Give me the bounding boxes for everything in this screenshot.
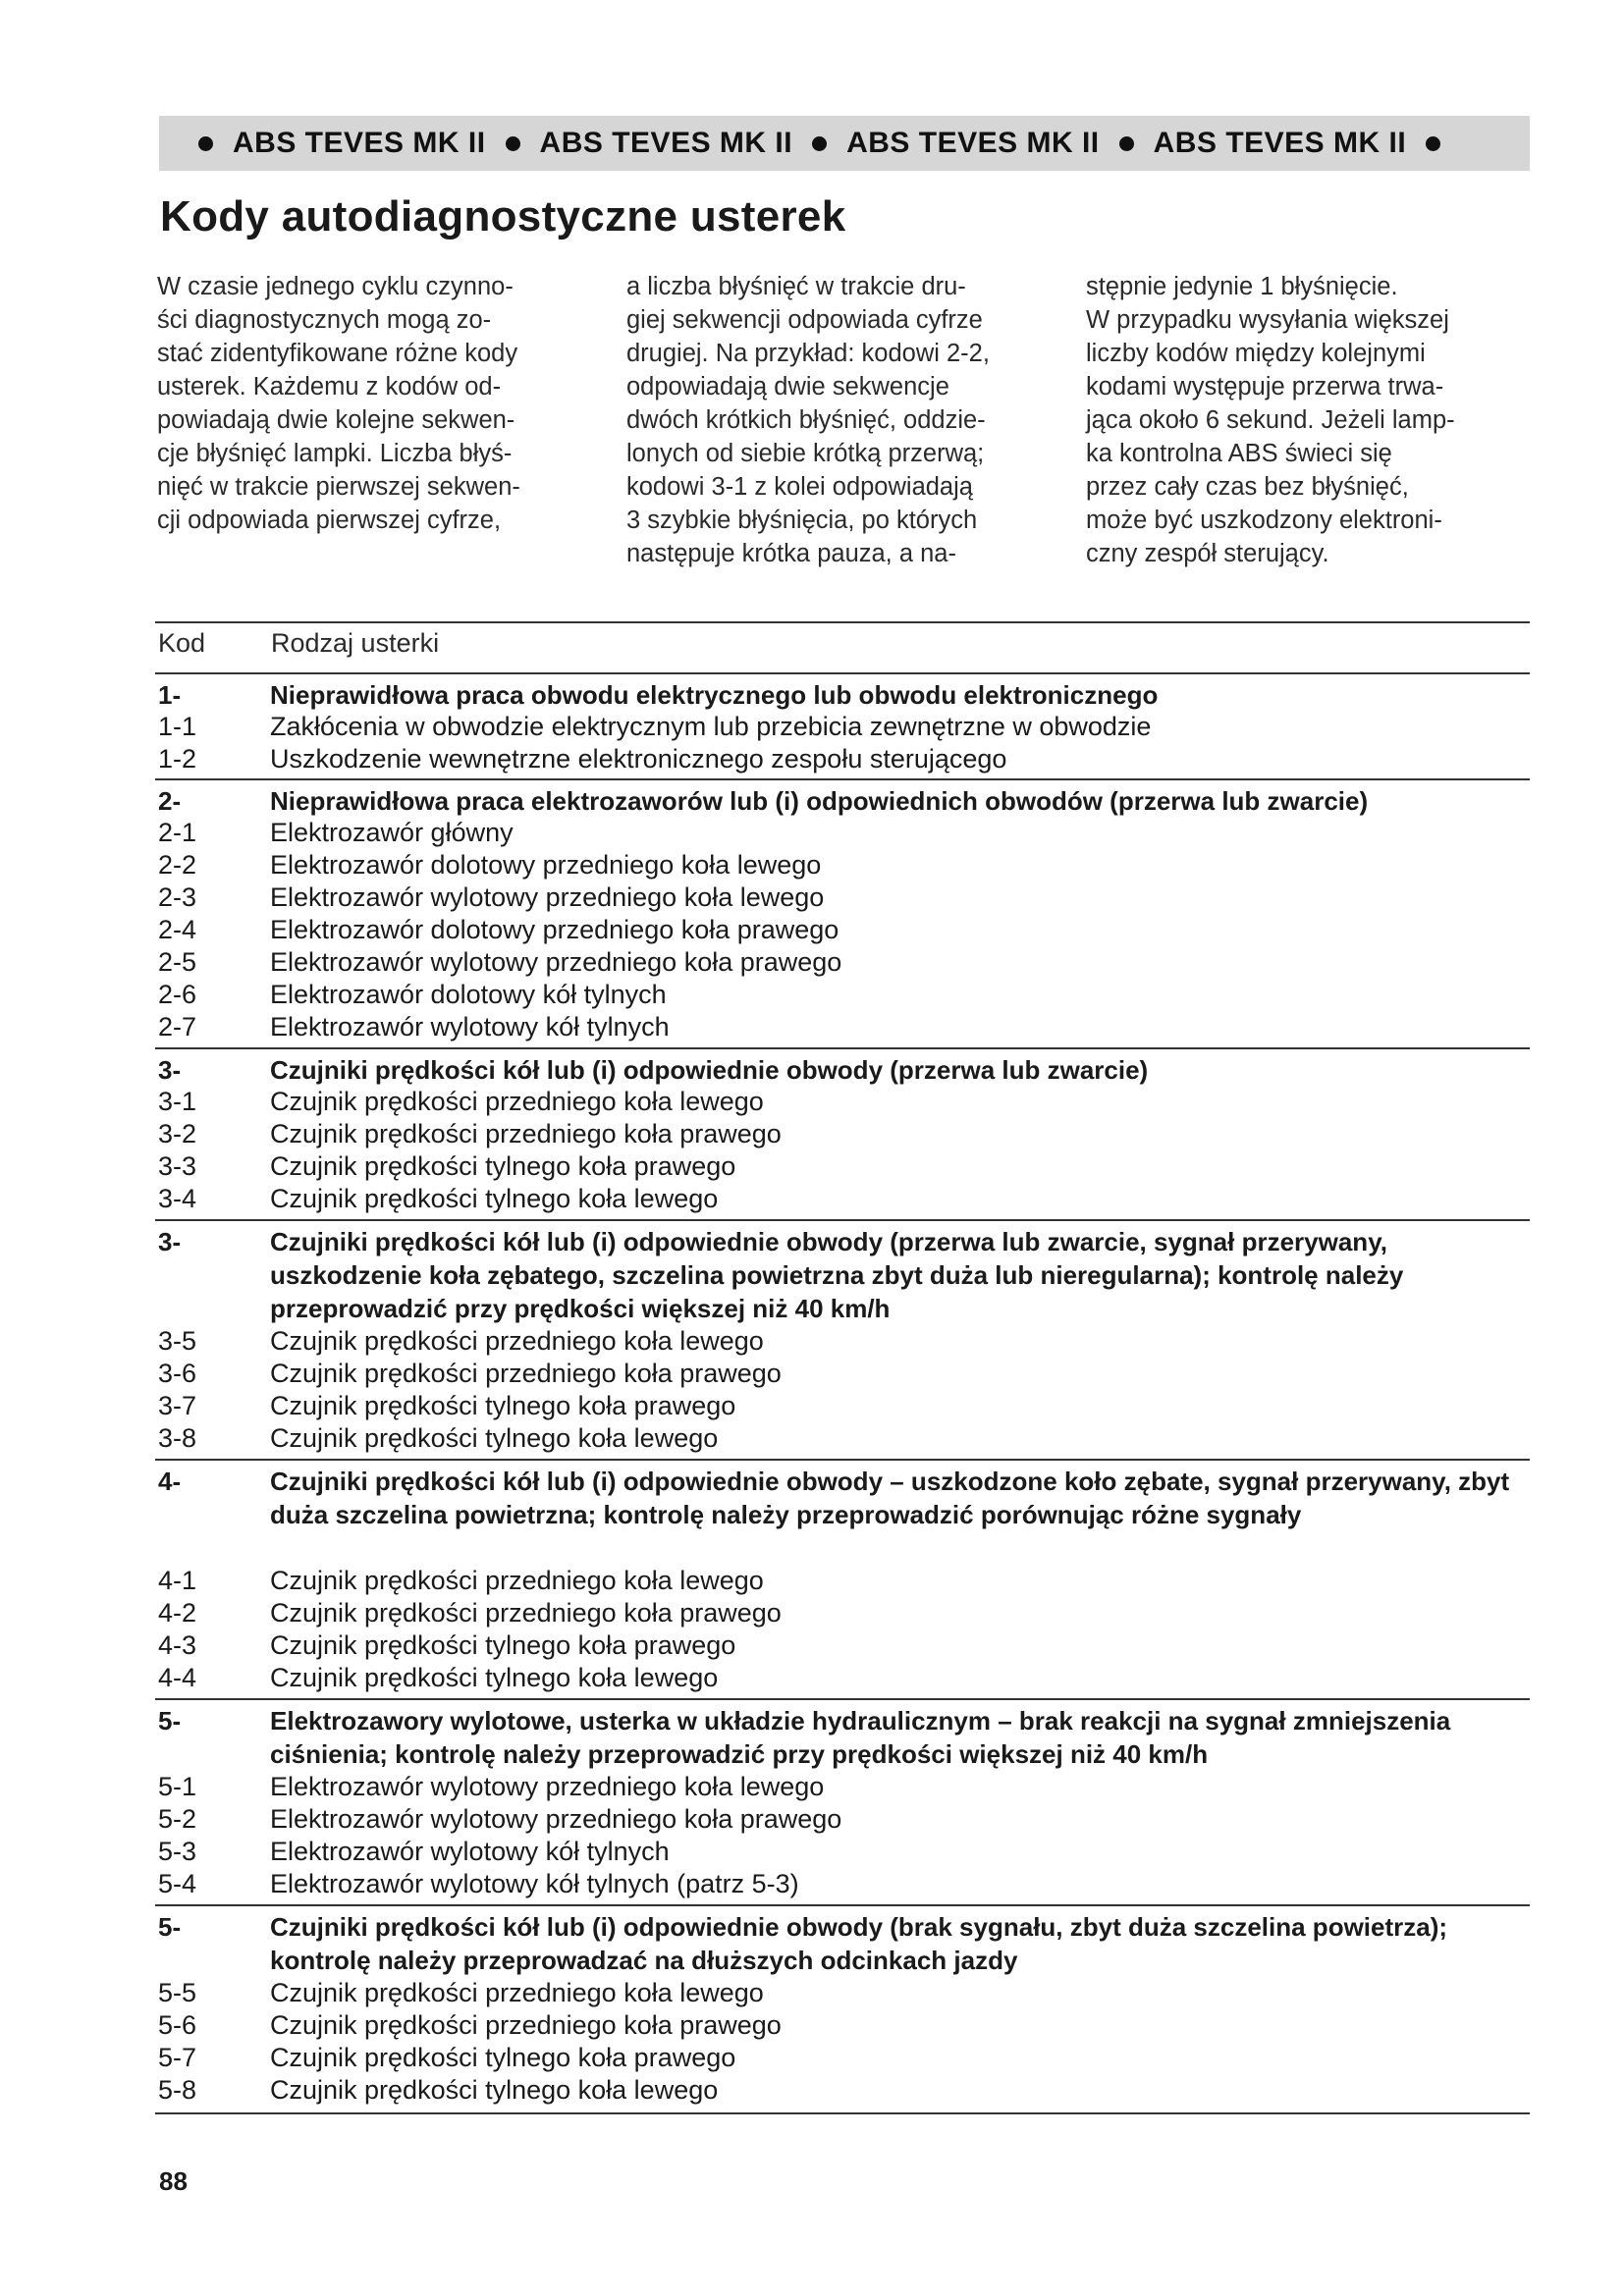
fault-description: Czujnik prędkości tylnego koła lewego: [270, 1184, 719, 1213]
fault-description: Elektrozawór dolotowy przedniego koła prawego: [270, 915, 839, 944]
fault-code: 3-7: [158, 1391, 197, 1420]
fault-code: 3-5: [158, 1326, 197, 1356]
fault-code: 2-6: [158, 980, 197, 1009]
intro-line: 3 szybkie błyśnięcia, po których: [626, 507, 978, 534]
fault-description: Elektrozawór dolotowy kół tylnych: [270, 980, 667, 1009]
group-rule: [155, 1047, 1530, 1049]
intro-line: czny zespół sterujący.: [1086, 540, 1329, 567]
fault-description: Czujnik prędkości tylnego koła lewego: [270, 2075, 719, 2105]
fault-code: 5-8: [158, 2075, 197, 2105]
fault-code: 5-4: [158, 1869, 197, 1898]
fault-description: Czujnik prędkości przedniego koła lewego: [270, 1978, 764, 2007]
group-rule: [155, 1698, 1530, 1700]
fault-code: 2-1: [158, 818, 197, 847]
banner-text: ABS TEVES MK II: [233, 127, 486, 159]
intro-line: następuje krótka pauza, a na-: [626, 540, 956, 567]
fault-description: Czujnik prędkości tylnego koła prawego: [270, 2043, 736, 2072]
group-rule: [155, 1459, 1530, 1461]
fault-description: Zakłócenia w obwodzie elektrycznym lub przebicia zewnętrzne w obwodzie: [270, 712, 1152, 741]
table-top-rule: [155, 621, 1530, 623]
fault-description: Czujniki prędkości kół lub (i) odpowiednie obwody (przerwa lub zwarcie, sygnał przerywany, uszkodzenie koła zębatego, szczelina powietrzna zbyt duża lub nieregularna); kontrolę należy przeprowadzić przy prędkości większej niż 40 km/h: [270, 1227, 1404, 1323]
fault-code: 3-4: [158, 1184, 197, 1213]
fault-code: 5-: [158, 1706, 182, 1735]
fault-description: Elektrozawór wylotowy przedniego koła lewego: [270, 1772, 825, 1801]
intro-line: ści diagnostycznych mogą zo-: [157, 306, 492, 334]
group-rule: [155, 1219, 1530, 1221]
intro-line: stać zidentyfikowane różne kody: [157, 340, 518, 367]
fault-code: 3-: [158, 1227, 182, 1256]
fault-code: 1-: [158, 680, 182, 710]
bullet-icon: [812, 136, 827, 151]
fault-description: Elektrozawór dolotowy przedniego koła lewego: [270, 850, 822, 880]
fault-description: Uszkodzenie wewnętrzne elektronicznego zespołu sterującego: [270, 744, 1007, 774]
fault-description: Elektrozawór wylotowy przedniego koła lewego: [270, 882, 825, 912]
column-header-description: Rodzaj usterki: [271, 628, 440, 658]
fault-code: 4-2: [158, 1598, 197, 1628]
bullet-icon: [506, 136, 520, 151]
intro-line: giej sekwencji odpowiada cyfrze: [626, 306, 983, 334]
page-title: Kody autodiagnostyczne usterek: [160, 192, 846, 240]
fault-code: 2-: [158, 786, 182, 816]
fault-description: Czujnik prędkości przedniego koła lewego: [270, 1087, 764, 1116]
fault-description: Czujnik prędkości tylnego koła prawego: [270, 1391, 736, 1420]
fault-description: Czujniki prędkości kół lub (i) odpowiednie obwody (przerwa lub zwarcie): [270, 1055, 1149, 1085]
intro-line: powiadają dwie kolejne sekwen-: [157, 406, 515, 434]
fault-code: 1-1: [158, 712, 197, 741]
fault-description: Czujnik prędkości tylnego koła lewego: [270, 1423, 719, 1453]
fault-code: 2-3: [158, 882, 197, 912]
fault-description: Elektrozawór wylotowy przedniego koła prawego: [270, 947, 842, 977]
fault-description: Czujnik prędkości przedniego koła prawego: [270, 1119, 782, 1148]
fault-description: Czujniki prędkości kół lub (i) odpowiednie obwody – uszkodzone koło zębate, sygnał przerywany, zbyt duża szczelina powietrzna; kontrolę należy przeprowadzić porównując różne sygnały: [270, 1467, 1510, 1529]
group-rule: [155, 778, 1530, 780]
banner-text: ABS TEVES MK II: [846, 127, 1100, 159]
fault-code: 4-: [158, 1467, 182, 1496]
fault-description: Elektrozawór główny: [270, 818, 514, 847]
fault-description: Nieprawidłowa praca elektrozaworów lub (i) odpowiednich obwodów (przerwa lub zwarcie): [270, 786, 1369, 816]
fault-code: 5-7: [158, 2043, 197, 2072]
table-bottom-rule: [155, 2112, 1530, 2114]
intro-line: kodami występuje przerwa trwa-: [1086, 373, 1444, 400]
fault-description: Czujnik prędkości tylnego koła prawego: [270, 1151, 736, 1181]
fault-code: 4-4: [158, 1663, 197, 1692]
intro-column-3: [1086, 270, 1518, 570]
column-header-code: Kod: [158, 628, 206, 658]
fault-description: Czujnik prędkości przedniego koła prawego: [270, 1359, 782, 1388]
intro-line: usterek. Każdemu z kodów od-: [157, 373, 502, 400]
fault-description: Elektrozawór wylotowy kół tylnych: [270, 1012, 670, 1041]
fault-code: 1-2: [158, 744, 197, 774]
fault-description: Czujnik prędkości przedniego koła lewego: [270, 1566, 764, 1595]
fault-code: 4-3: [158, 1630, 197, 1660]
fault-description: Elektrozawory wylotowe, usterka w układzie hydraulicznym – brak reakcji na sygnał zmniejszenia ciśnienia; kontrolę należy przeprowadzić przy prędkości większej niż 40 km/h: [270, 1706, 1451, 1769]
fault-code: 5-1: [158, 1772, 197, 1801]
intro-line: jąca około 6 sekund. Jeżeli lamp-: [1086, 406, 1455, 434]
fault-code: 5-5: [158, 1978, 197, 2007]
fault-description: Czujniki prędkości kół lub (i) odpowiednie obwody (brak sygnału, zbyt duża szczelina powietrza); kontrolę należy przeprowadzać na dłuższych odcinkach jazdy: [270, 1912, 1448, 1975]
fault-code: 2-7: [158, 1012, 197, 1041]
intro-line: lonych od siebie krótką przerwą;: [626, 440, 985, 467]
intro-line: stępnie jedynie 1 błyśnięcie.: [1086, 273, 1398, 300]
intro-line: nięć w trakcie pierwszej sekwen-: [157, 473, 520, 501]
intro-line: ka kontrolna ABS świeci się: [1086, 440, 1392, 467]
intro-line: drugiej. Na przykład: kodowi 2-2,: [626, 340, 990, 367]
bullet-icon: [1426, 136, 1440, 151]
group-rule: [155, 1904, 1530, 1906]
intro-column-1: [157, 270, 589, 537]
fault-code: 3-: [158, 1055, 182, 1085]
bullet-icon: [198, 136, 213, 151]
fault-code: 5-6: [158, 2010, 197, 2040]
intro-line: W przypadku wysyłania większej: [1086, 306, 1449, 334]
header-rule: [155, 672, 1530, 674]
fault-code: 2-2: [158, 850, 197, 880]
fault-code: 4-1: [158, 1566, 197, 1595]
fault-code: 3-3: [158, 1151, 197, 1181]
intro-line: cje błyśnięć lampki. Liczba błyś-: [157, 440, 513, 467]
fault-code: 3-1: [158, 1087, 197, 1116]
fault-code: 5-2: [158, 1804, 197, 1834]
fault-description: Elektrozawór wylotowy kół tylnych: [270, 1837, 670, 1866]
intro-line: odpowiadają dwie sekwencje: [626, 373, 949, 400]
fault-code: 5-3: [158, 1837, 197, 1866]
fault-description: Nieprawidłowa praca obwodu elektrycznego lub obwodu elektronicznego: [270, 680, 1159, 710]
intro-line: przez cały czas bez błyśnięć,: [1086, 473, 1409, 501]
fault-description: Czujnik prędkości tylnego koła lewego: [270, 1663, 719, 1692]
fault-code: 2-5: [158, 947, 197, 977]
fault-code: 3-8: [158, 1423, 197, 1453]
fault-code: 3-6: [158, 1359, 197, 1388]
fault-code: 5-: [158, 1912, 182, 1942]
banner-text: ABS TEVES MK II: [1153, 127, 1407, 159]
intro-line: liczby kodów między kolejnymi: [1086, 340, 1426, 367]
banner-text: ABS TEVES MK II: [539, 127, 793, 159]
fault-description: Elektrozawór wylotowy przedniego koła prawego: [270, 1804, 842, 1834]
intro-line: a liczba błyśnięć w trakcie dru-: [626, 273, 966, 300]
intro-line: W czasie jednego cyklu czynno-: [157, 273, 514, 300]
bullet-icon: [1119, 136, 1134, 151]
header-banner: [159, 116, 1530, 171]
fault-code: 2-4: [158, 915, 197, 944]
intro-column-2: [626, 270, 1058, 570]
intro-line: dwóch krótkich błyśnięć, oddzie-: [626, 406, 986, 434]
fault-description: Czujnik prędkości przedniego koła prawego: [270, 1598, 782, 1628]
intro-line: cji odpowiada pierwszej cyfrze,: [157, 507, 502, 534]
fault-description: Czujnik prędkości tylnego koła prawego: [270, 1630, 736, 1660]
intro-line: kodowi 3-1 z kolei odpowiadają: [626, 473, 973, 501]
intro-line: może być uszkodzony elektroni-: [1086, 507, 1442, 534]
fault-description: Czujnik prędkości przedniego koła lewego: [270, 1326, 764, 1356]
page-number: 88: [159, 2166, 188, 2196]
fault-code: 3-2: [158, 1119, 197, 1148]
fault-description: Elektrozawór wylotowy kół tylnych (patrz 5-3): [270, 1869, 799, 1898]
fault-description: Czujnik prędkości przedniego koła prawego: [270, 2010, 782, 2040]
